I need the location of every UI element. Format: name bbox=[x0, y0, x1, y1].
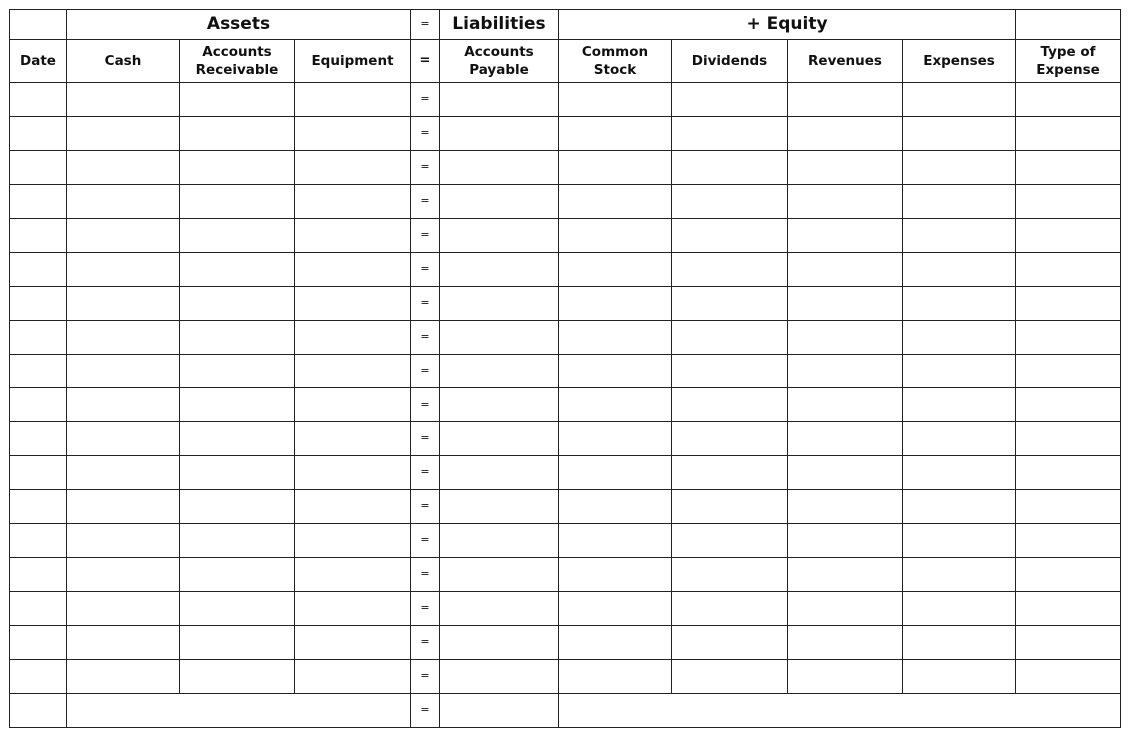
table-row bbox=[10, 150, 1121, 184]
type-of-expense-entry-cell[interactable] bbox=[1016, 354, 1121, 388]
common-stock-entry-cell[interactable] bbox=[559, 524, 672, 558]
common-stock-entry-cell[interactable] bbox=[559, 286, 672, 320]
common-stock-entry-cell[interactable] bbox=[559, 83, 672, 117]
cash-entry-cell[interactable] bbox=[67, 558, 180, 592]
cash-entry-cell[interactable] bbox=[67, 354, 180, 388]
row-equals-sign: = bbox=[411, 83, 440, 117]
liabilities-header: Liabilities bbox=[440, 10, 559, 40]
type-of-expense-entry-cell[interactable] bbox=[1016, 558, 1121, 592]
revenues-entry-cell[interactable] bbox=[788, 354, 903, 388]
type-of-expense-entry-cell[interactable] bbox=[1016, 524, 1121, 558]
equipment-entry-cell[interactable] bbox=[295, 354, 411, 388]
type-of-expense-entry-cell[interactable] bbox=[1016, 388, 1121, 422]
date-entry-cell[interactable] bbox=[10, 592, 67, 626]
accounts-receivable-entry-cell[interactable] bbox=[180, 592, 295, 626]
equipment-entry-cell[interactable] bbox=[295, 218, 411, 252]
row-equals-sign: = bbox=[411, 388, 440, 422]
equipment-entry-cell[interactable] bbox=[295, 83, 411, 117]
row-equals-sign: = bbox=[411, 558, 440, 592]
dividends-entry-cell[interactable] bbox=[672, 218, 788, 252]
date-entry-cell[interactable] bbox=[10, 490, 67, 524]
revenues-entry-cell[interactable] bbox=[788, 286, 903, 320]
worksheet-table bbox=[9, 9, 1121, 728]
row-equals-sign: = bbox=[411, 218, 440, 252]
accounts-payable-entry-cell[interactable] bbox=[440, 626, 559, 660]
expenses-entry-cell[interactable] bbox=[903, 184, 1016, 218]
type-of-expense-entry-cell[interactable] bbox=[1016, 456, 1121, 490]
table-row bbox=[10, 354, 1121, 388]
accounts-receivable-entry-cell[interactable] bbox=[180, 286, 295, 320]
type-of-expense-entry-cell[interactable] bbox=[1016, 150, 1121, 184]
expenses-entry-cell[interactable] bbox=[903, 524, 1016, 558]
column-header-row bbox=[10, 39, 1121, 82]
common-stock-entry-cell[interactable] bbox=[559, 456, 672, 490]
expenses-entry-cell[interactable] bbox=[903, 150, 1016, 184]
equipment-entry-cell[interactable] bbox=[295, 456, 411, 490]
cash-entry-cell[interactable] bbox=[67, 252, 180, 286]
dividends-entry-cell[interactable] bbox=[672, 83, 788, 117]
row-equals-sign: = bbox=[411, 456, 440, 490]
expenses-entry-cell[interactable] bbox=[903, 659, 1016, 693]
cash-entry-cell[interactable] bbox=[67, 150, 180, 184]
date-entry-cell[interactable] bbox=[10, 456, 67, 490]
table-row bbox=[10, 524, 1121, 558]
row-equals-sign: = bbox=[411, 116, 440, 150]
expenses-entry-cell[interactable] bbox=[903, 116, 1016, 150]
common-stock-entry-cell[interactable] bbox=[559, 354, 672, 388]
revenues-entry-cell[interactable] bbox=[788, 524, 903, 558]
type-of-expense-entry-cell[interactable] bbox=[1016, 592, 1121, 626]
revenues-entry-cell[interactable] bbox=[788, 659, 903, 693]
revenues-entry-cell[interactable] bbox=[788, 184, 903, 218]
expenses-entry-cell[interactable] bbox=[903, 388, 1016, 422]
common-stock-entry-cell[interactable] bbox=[559, 626, 672, 660]
revenues-entry-cell[interactable] bbox=[788, 218, 903, 252]
date-entry-cell[interactable] bbox=[10, 388, 67, 422]
equals-header: = bbox=[411, 10, 440, 40]
common-stock-entry-cell[interactable] bbox=[559, 184, 672, 218]
row-equals-sign: = bbox=[411, 150, 440, 184]
table-row bbox=[10, 83, 1121, 117]
revenues-entry-cell[interactable] bbox=[788, 83, 903, 117]
accounts-receivable-entry-cell[interactable] bbox=[180, 524, 295, 558]
total-row bbox=[10, 693, 1121, 727]
accounts-payable-entry-cell[interactable] bbox=[440, 659, 559, 693]
cash-entry-cell[interactable] bbox=[67, 626, 180, 660]
date-entry-cell[interactable] bbox=[10, 354, 67, 388]
accounts-receivable-entry-cell[interactable] bbox=[180, 422, 295, 456]
accounts-payable-entry-cell[interactable] bbox=[440, 116, 559, 150]
dividends-entry-cell[interactable] bbox=[672, 659, 788, 693]
equipment-entry-cell[interactable] bbox=[295, 626, 411, 660]
type-of-expense-entry-cell[interactable] bbox=[1016, 218, 1121, 252]
assets-header: Assets bbox=[67, 10, 411, 40]
type-of-expense-entry-cell[interactable] bbox=[1016, 286, 1121, 320]
cash-entry-cell[interactable] bbox=[67, 286, 180, 320]
total-equity-cell[interactable] bbox=[559, 693, 1121, 727]
table-row bbox=[10, 286, 1121, 320]
date-entry-cell[interactable] bbox=[10, 252, 67, 286]
date-entry-cell[interactable] bbox=[10, 524, 67, 558]
accounts-receivable-entry-cell[interactable] bbox=[180, 252, 295, 286]
equipment-entry-cell[interactable] bbox=[295, 422, 411, 456]
cash-column-header: Cash bbox=[67, 39, 180, 82]
equipment-entry-cell[interactable] bbox=[295, 659, 411, 693]
row-equals-sign: = bbox=[411, 592, 440, 626]
accounts-payable-entry-cell[interactable] bbox=[440, 456, 559, 490]
equals-column-header: = bbox=[411, 39, 440, 82]
equipment-entry-cell[interactable] bbox=[295, 592, 411, 626]
revenues-entry-cell[interactable] bbox=[788, 456, 903, 490]
expenses-entry-cell[interactable] bbox=[903, 354, 1016, 388]
revenues-entry-cell[interactable] bbox=[788, 422, 903, 456]
dividends-entry-cell[interactable] bbox=[672, 592, 788, 626]
date-entry-cell[interactable] bbox=[10, 626, 67, 660]
accounts-payable-entry-cell[interactable] bbox=[440, 218, 559, 252]
accounts-receivable-entry-cell[interactable] bbox=[180, 83, 295, 117]
dividends-entry-cell[interactable] bbox=[672, 626, 788, 660]
dividends-entry-cell[interactable] bbox=[672, 320, 788, 354]
dividends-entry-cell[interactable] bbox=[672, 354, 788, 388]
table-row bbox=[10, 184, 1121, 218]
type-of-expense-entry-cell[interactable] bbox=[1016, 252, 1121, 286]
common-stock-entry-cell[interactable] bbox=[559, 320, 672, 354]
accounts-receivable-entry-cell[interactable] bbox=[180, 116, 295, 150]
equipment-entry-cell[interactable] bbox=[295, 490, 411, 524]
table-row bbox=[10, 592, 1121, 626]
date-entry-cell[interactable] bbox=[10, 218, 67, 252]
table-row bbox=[10, 456, 1121, 490]
expenses-entry-cell[interactable] bbox=[903, 626, 1016, 660]
accounting-equation-worksheet bbox=[9, 9, 1120, 728]
cash-entry-cell[interactable] bbox=[67, 116, 180, 150]
accounts-receivable-entry-cell[interactable] bbox=[180, 558, 295, 592]
date-entry-cell[interactable] bbox=[10, 558, 67, 592]
accounts-payable-entry-cell[interactable] bbox=[440, 184, 559, 218]
dividends-column-header: Dividends bbox=[672, 39, 788, 82]
accounts-payable-entry-cell[interactable] bbox=[440, 252, 559, 286]
type-of-expense-entry-cell[interactable] bbox=[1016, 659, 1121, 693]
table-row bbox=[10, 388, 1121, 422]
dividends-entry-cell[interactable] bbox=[672, 388, 788, 422]
dividends-entry-cell[interactable] bbox=[672, 184, 788, 218]
revenues-entry-cell[interactable] bbox=[788, 592, 903, 626]
expenses-entry-cell[interactable] bbox=[903, 83, 1016, 117]
accounts-payable-entry-cell[interactable] bbox=[440, 320, 559, 354]
equipment-entry-cell[interactable] bbox=[295, 286, 411, 320]
accounts-payable-entry-cell[interactable] bbox=[440, 286, 559, 320]
accounts-receivable-entry-cell[interactable] bbox=[180, 659, 295, 693]
date-entry-cell[interactable] bbox=[10, 116, 67, 150]
revenues-entry-cell[interactable] bbox=[788, 626, 903, 660]
row-equals-sign: = bbox=[411, 354, 440, 388]
type-of-expense-entry-cell[interactable] bbox=[1016, 116, 1121, 150]
expenses-entry-cell[interactable] bbox=[903, 592, 1016, 626]
expenses-column-header: Expenses bbox=[903, 39, 1016, 82]
dividends-entry-cell[interactable] bbox=[672, 422, 788, 456]
blank-header-cell bbox=[1016, 10, 1121, 40]
table-row bbox=[10, 558, 1121, 592]
date-entry-cell[interactable] bbox=[10, 83, 67, 117]
table-row bbox=[10, 626, 1121, 660]
type-of-expense-column-header: Type of Expense bbox=[1016, 39, 1121, 82]
revenues-entry-cell[interactable] bbox=[788, 490, 903, 524]
table-row bbox=[10, 422, 1121, 456]
type-of-expense-entry-cell[interactable] bbox=[1016, 422, 1121, 456]
table-row bbox=[10, 116, 1121, 150]
accounts-payable-entry-cell[interactable] bbox=[440, 524, 559, 558]
table-row bbox=[10, 252, 1121, 286]
accounts-payable-entry-cell[interactable] bbox=[440, 592, 559, 626]
dividends-entry-cell[interactable] bbox=[672, 490, 788, 524]
common-stock-entry-cell[interactable] bbox=[559, 252, 672, 286]
expenses-entry-cell[interactable] bbox=[903, 252, 1016, 286]
dividends-entry-cell[interactable] bbox=[672, 116, 788, 150]
blank-header-cell bbox=[10, 10, 67, 40]
cash-entry-cell[interactable] bbox=[67, 659, 180, 693]
expenses-entry-cell[interactable] bbox=[903, 320, 1016, 354]
dividends-entry-cell[interactable] bbox=[672, 252, 788, 286]
accounts-payable-column-header: Accounts Payable bbox=[440, 39, 559, 82]
type-of-expense-entry-cell[interactable] bbox=[1016, 184, 1121, 218]
accounts-payable-entry-cell[interactable] bbox=[440, 83, 559, 117]
equipment-entry-cell[interactable] bbox=[295, 524, 411, 558]
common-stock-entry-cell[interactable] bbox=[559, 422, 672, 456]
accounts-payable-entry-cell[interactable] bbox=[440, 558, 559, 592]
accounts-receivable-column-header: Accounts Receivable bbox=[180, 39, 295, 82]
dividends-entry-cell[interactable] bbox=[672, 524, 788, 558]
expenses-entry-cell[interactable] bbox=[903, 218, 1016, 252]
cash-entry-cell[interactable] bbox=[67, 422, 180, 456]
table-row bbox=[10, 320, 1121, 354]
equipment-entry-cell[interactable] bbox=[295, 320, 411, 354]
date-entry-cell[interactable] bbox=[10, 286, 67, 320]
cash-entry-cell[interactable] bbox=[67, 592, 180, 626]
row-equals-sign: = bbox=[411, 320, 440, 354]
accounts-receivable-entry-cell[interactable] bbox=[180, 354, 295, 388]
total-assets-cell[interactable] bbox=[67, 693, 411, 727]
revenues-entry-cell[interactable] bbox=[788, 116, 903, 150]
row-equals-sign: = bbox=[411, 524, 440, 558]
revenues-entry-cell[interactable] bbox=[788, 320, 903, 354]
accounts-payable-entry-cell[interactable] bbox=[440, 422, 559, 456]
equipment-entry-cell[interactable] bbox=[295, 150, 411, 184]
accounts-payable-entry-cell[interactable] bbox=[440, 354, 559, 388]
table-row bbox=[10, 490, 1121, 524]
cash-entry-cell[interactable] bbox=[67, 456, 180, 490]
type-of-expense-entry-cell[interactable] bbox=[1016, 626, 1121, 660]
dividends-entry-cell[interactable] bbox=[672, 286, 788, 320]
cash-entry-cell[interactable] bbox=[67, 320, 180, 354]
accounts-receivable-entry-cell[interactable] bbox=[180, 456, 295, 490]
table-row bbox=[10, 218, 1121, 252]
type-of-expense-entry-cell[interactable] bbox=[1016, 490, 1121, 524]
total-equals-sign: = bbox=[411, 693, 440, 727]
date-entry-cell[interactable] bbox=[10, 659, 67, 693]
revenues-entry-cell[interactable] bbox=[788, 252, 903, 286]
accounts-payable-entry-cell[interactable] bbox=[440, 490, 559, 524]
cash-entry-cell[interactable] bbox=[67, 388, 180, 422]
expenses-entry-cell[interactable] bbox=[903, 422, 1016, 456]
revenues-entry-cell[interactable] bbox=[788, 150, 903, 184]
date-column-header: Date bbox=[10, 39, 67, 82]
common-stock-entry-cell[interactable] bbox=[559, 218, 672, 252]
revenues-column-header: Revenues bbox=[788, 39, 903, 82]
revenues-entry-cell[interactable] bbox=[788, 558, 903, 592]
accounts-receivable-entry-cell[interactable] bbox=[180, 626, 295, 660]
type-of-expense-entry-cell[interactable] bbox=[1016, 83, 1121, 117]
cash-entry-cell[interactable] bbox=[67, 184, 180, 218]
equipment-entry-cell[interactable] bbox=[295, 184, 411, 218]
equipment-entry-cell[interactable] bbox=[295, 252, 411, 286]
total-date-cell[interactable] bbox=[10, 693, 67, 727]
row-equals-sign: = bbox=[411, 490, 440, 524]
expenses-entry-cell[interactable] bbox=[903, 286, 1016, 320]
common-stock-entry-cell[interactable] bbox=[559, 558, 672, 592]
cash-entry-cell[interactable] bbox=[67, 83, 180, 117]
row-equals-sign: = bbox=[411, 286, 440, 320]
accounts-receivable-entry-cell[interactable] bbox=[180, 490, 295, 524]
type-of-expense-entry-cell[interactable] bbox=[1016, 320, 1121, 354]
equity-header: + Equity bbox=[559, 10, 1016, 40]
accounts-payable-entry-cell[interactable] bbox=[440, 150, 559, 184]
common-stock-entry-cell[interactable] bbox=[559, 659, 672, 693]
accounts-payable-entry-cell[interactable] bbox=[440, 388, 559, 422]
expenses-entry-cell[interactable] bbox=[903, 456, 1016, 490]
row-equals-sign: = bbox=[411, 626, 440, 660]
accounts-receivable-entry-cell[interactable] bbox=[180, 388, 295, 422]
date-entry-cell[interactable] bbox=[10, 422, 67, 456]
accounts-receivable-entry-cell[interactable] bbox=[180, 184, 295, 218]
accounts-receivable-entry-cell[interactable] bbox=[180, 320, 295, 354]
common-stock-column-header: Common Stock bbox=[559, 39, 672, 82]
common-stock-entry-cell[interactable] bbox=[559, 116, 672, 150]
cash-entry-cell[interactable] bbox=[67, 524, 180, 558]
row-equals-sign: = bbox=[411, 659, 440, 693]
row-equals-sign: = bbox=[411, 252, 440, 286]
accounts-receivable-entry-cell[interactable] bbox=[180, 150, 295, 184]
revenues-entry-cell[interactable] bbox=[788, 388, 903, 422]
date-entry-cell[interactable] bbox=[10, 184, 67, 218]
table-row bbox=[10, 659, 1121, 693]
date-entry-cell[interactable] bbox=[10, 150, 67, 184]
expenses-entry-cell[interactable] bbox=[903, 558, 1016, 592]
expenses-entry-cell[interactable] bbox=[903, 490, 1016, 524]
group-header-row bbox=[10, 10, 1121, 40]
dividends-entry-cell[interactable] bbox=[672, 456, 788, 490]
equipment-entry-cell[interactable] bbox=[295, 558, 411, 592]
row-equals-sign: = bbox=[411, 422, 440, 456]
common-stock-entry-cell[interactable] bbox=[559, 388, 672, 422]
dividends-entry-cell[interactable] bbox=[672, 558, 788, 592]
equipment-column-header: Equipment bbox=[295, 39, 411, 82]
common-stock-entry-cell[interactable] bbox=[559, 592, 672, 626]
common-stock-entry-cell[interactable] bbox=[559, 490, 672, 524]
row-equals-sign: = bbox=[411, 184, 440, 218]
date-entry-cell[interactable] bbox=[10, 320, 67, 354]
accounts-receivable-entry-cell[interactable] bbox=[180, 218, 295, 252]
cash-entry-cell[interactable] bbox=[67, 218, 180, 252]
dividends-entry-cell[interactable] bbox=[672, 150, 788, 184]
equipment-entry-cell[interactable] bbox=[295, 116, 411, 150]
total-liabilities-cell[interactable] bbox=[440, 693, 559, 727]
common-stock-entry-cell[interactable] bbox=[559, 150, 672, 184]
equipment-entry-cell[interactable] bbox=[295, 388, 411, 422]
cash-entry-cell[interactable] bbox=[67, 490, 180, 524]
